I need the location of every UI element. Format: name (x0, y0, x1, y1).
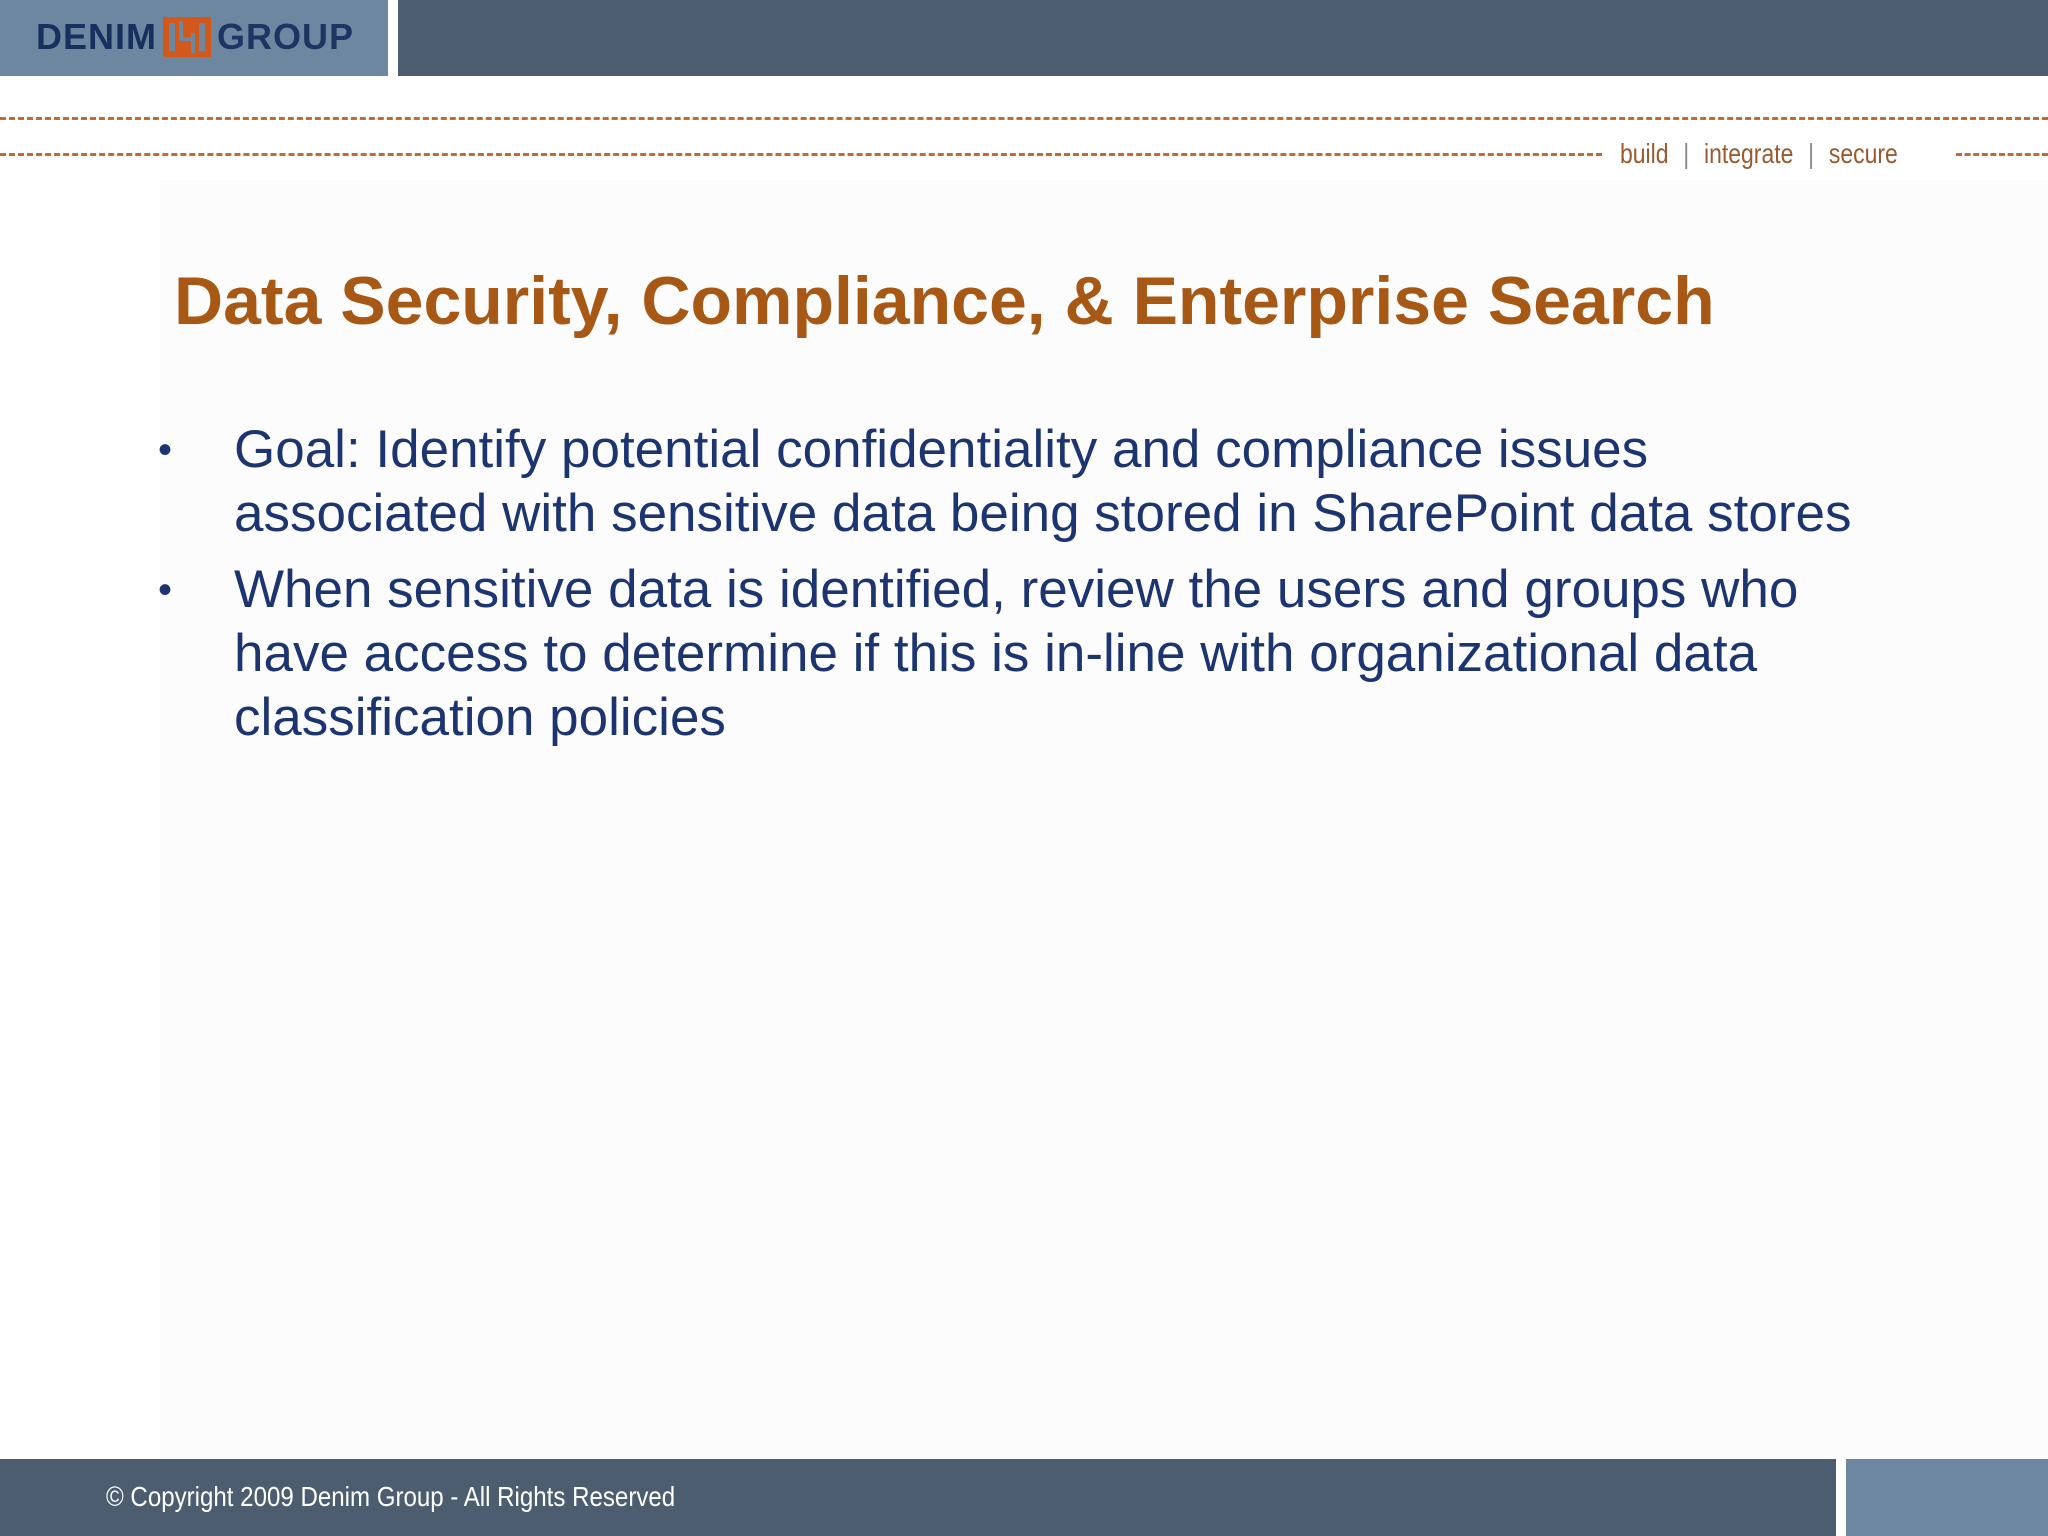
bullet-point-icon: • (158, 428, 173, 472)
logo-word-group: GROUP (217, 16, 355, 57)
dashed-rule-bottom-left (0, 153, 1602, 156)
bullet-item-goal (0, 418, 1860, 546)
tagline-build: build (1620, 138, 1669, 169)
bullet-item-review (0, 558, 1860, 750)
content-panel (160, 180, 2048, 1458)
logo-panel (0, 0, 388, 76)
tagline (1620, 136, 1898, 172)
copyright-notice: © Copyright 2009 Denim Group - All Rights Reserved (106, 1481, 676, 1512)
bullet-text: Goal: Identify potential confidentiality and compliance issues associated with sensitive data being stored in SharePoint data stores (234, 420, 1852, 543)
tagline-separator: | (1808, 138, 1815, 169)
footer-divider (1836, 1459, 1846, 1536)
dashed-rule-top (0, 117, 2048, 120)
tagline-secure: secure (1828, 138, 1898, 169)
slide-title: Data Security, Compliance, & Enterprise Search (174, 263, 1715, 339)
tagline-integrate: integrate (1704, 138, 1794, 169)
denim-group-logo-mark-icon (163, 17, 211, 57)
denim-group-logo (36, 15, 354, 59)
footer-right-panel (1846, 1459, 2048, 1536)
logo-word-denim: DENIM (36, 16, 157, 57)
header-divider (388, 0, 398, 76)
bullet-text: When sensitive data is identified, review the users and groups who have access to determine if this is in-line with organizational data classification policies (234, 560, 1799, 747)
bullet-point-icon: • (158, 568, 173, 612)
bullet-list (0, 418, 1860, 762)
tagline-separator: | (1683, 138, 1690, 169)
dashed-rule-bottom-right (1956, 153, 2048, 156)
